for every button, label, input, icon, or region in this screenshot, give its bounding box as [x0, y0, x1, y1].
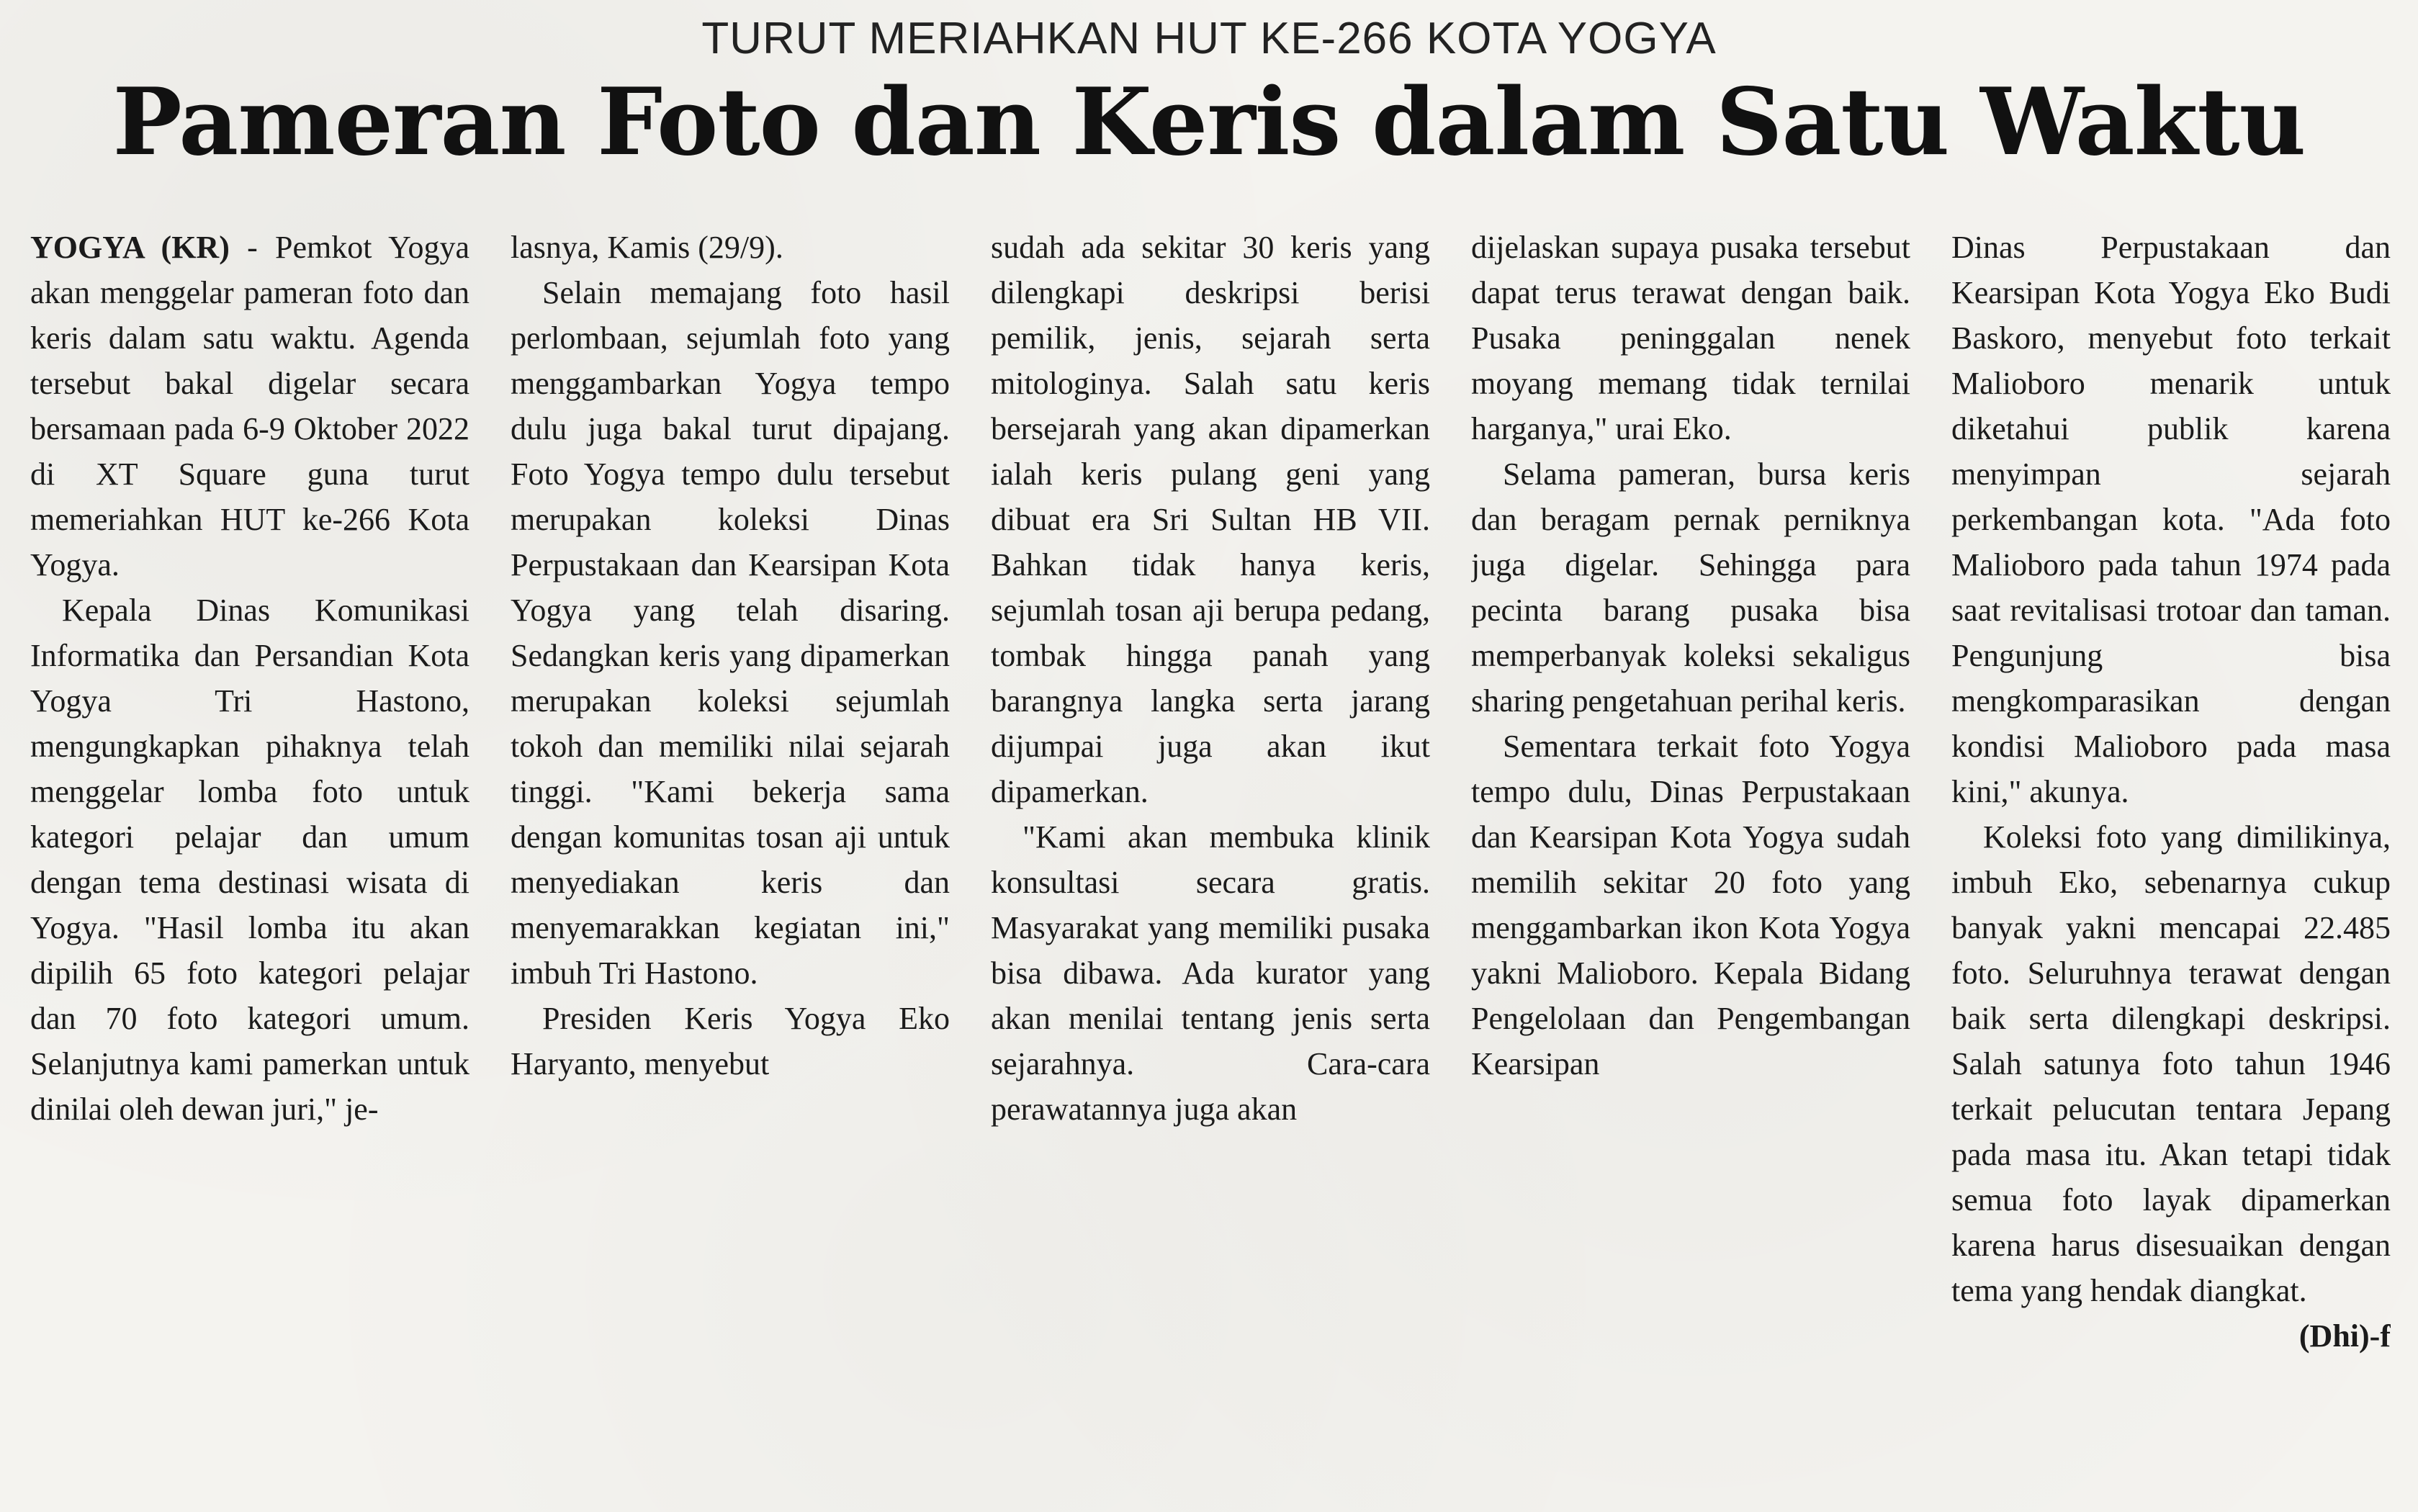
author-signature: (Dhi)-f — [2298, 1318, 2391, 1354]
text-column-4 — [1471, 225, 1910, 1499]
paragraph: sudah ada sekitar 30 keris yang dilengkapi deskripsi berisi pemilik, jenis, sejarah serta mitologinya. Salah satu keris bersejarah yang akan dipamerkan ialah keris pulang geni yang dibuat era Sri Sultan HB VII. Bahkan tidak hanya keris, sejumlah tosan aji berupa pedang, tombak hingga panah yang barangnya langka serta jarang dijumpai juga akan ikut dipamerkan. — [991, 230, 1430, 809]
paragraph-text: Koleksi foto yang dimilikinya, imbuh Eko, sebenarnya cukup banyak yakni mencapai 22.485 foto. Seluruhnya terawat dengan baik serta dilengkapi deskripsi. Salah satunya foto tahun 1946 terkait pelucutan tentara Jepang pada masa itu. Akan tetapi tidak semua foto layak dipamerkan karena harus disesuaikan dengan tema yang hendak diangkat. — [1951, 819, 2391, 1308]
text-column-5 — [1951, 225, 2391, 1499]
article-headline: Pameran Foto dan Keris dalam Satu Waktu — [112, 68, 2306, 176]
text-column-1 — [30, 225, 469, 1499]
paragraph: Selama pameran, bursa keris dan beragam pernak perniknya juga digelar. Sehingga para pecinta barang pusaka bisa memperbanyak koleksi sekaligus sharing pengetahuan perihal keris. — [1471, 456, 1910, 719]
article-body — [30, 225, 2389, 1499]
paragraph: "Kami akan membuka klinik konsultasi secara gratis. Masyarakat yang memiliki pusaka bisa dibawa. Ada kurator yang akan menilai tentang jenis serta sejarahnya. Cara-cara perawatannya juga akan — [991, 819, 1430, 1127]
paragraph: Presiden Keris Yogya Eko Haryanto, menyebut — [511, 1001, 950, 1081]
paragraph — [30, 225, 469, 588]
paragraph-text: - Pemkot Yogya akan menggelar pameran foto dan keris dalam satu waktu. Agenda tersebut bakal digelar secara bersamaan pada 6-9 Oktober 2022 di XT Square guna turut memeriahkan HUT ke-266 Kota Yogya. — [30, 230, 469, 582]
paragraph: Selain memajang foto hasil perlombaan, sejumlah foto yang menggambarkan Yogya tempo dulu juga bakal turut dipajang. Foto Yogya tempo dulu tersebut merupakan koleksi Dinas Perpustakaan dan Kearsipan Kota Yogya yang telah disaring. Sedangkan keris yang dipamerkan merupakan koleksi sejumlah tokoh dan memiliki nilai sejarah tinggi. "Kami bekerja sama dengan komunitas tosan aji untuk menyediakan keris dan menyemarakkan kegiatan ini," imbuh Tri Hastono. — [511, 275, 950, 991]
text-column-2 — [511, 225, 950, 1499]
paragraph: lasnya, Kamis (29/9). — [511, 230, 783, 265]
article-kicker: TURUT MERIAHKAN HUT KE-266 KOTA YOGYA — [701, 14, 1717, 63]
paragraph: Kepala Dinas Komunikasi Informatika dan Persandian Kota Yogya Tri Hastono, mengungkapkan pihaknya telah menggelar lomba foto untuk kategori pelajar dan umum dengan tema destinasi wisata di Yogya. "Hasil lomba itu akan dipilih 65 foto kategori pelajar dan 70 foto kategori umum. Selanjutnya kami pamerkan untuk dinilai oleh dewan juri," je- — [30, 593, 469, 1127]
dateline: YOGYA (KR) — [30, 230, 230, 265]
paragraph: Dinas Perpustakaan dan Kearsipan Kota Yogya Eko Budi Baskoro, menyebut foto terkait Malioboro menarik untuk diketahui publik karena menyimpan sejarah perkembangan kota. "Ada foto Malioboro pada tahun 1974 pada saat revitalisasi trotoar dan taman. Pengunjung bisa mengkomparasikan dengan kondisi Malioboro pada masa kini," akunya. — [1951, 230, 2391, 809]
paragraph: dijelaskan supaya pusaka tersebut dapat terus terawat dengan baik. Pusaka peninggalan nenek moyang memang tidak ternilai harganya," urai Eko. — [1471, 230, 1910, 446]
text-column-3 — [991, 225, 1430, 1499]
paragraph — [1951, 814, 2391, 1354]
paragraph: Sementara terkait foto Yogya tempo dulu, Dinas Perpustakaan dan Kearsipan Kota Yogya sudah memilih sekitar 20 foto yang menggambarkan ikon Kota Yogya yakni Malioboro. Kepala Bidang Pengelolaan dan Pengembangan Kearsipan — [1471, 729, 1910, 1081]
